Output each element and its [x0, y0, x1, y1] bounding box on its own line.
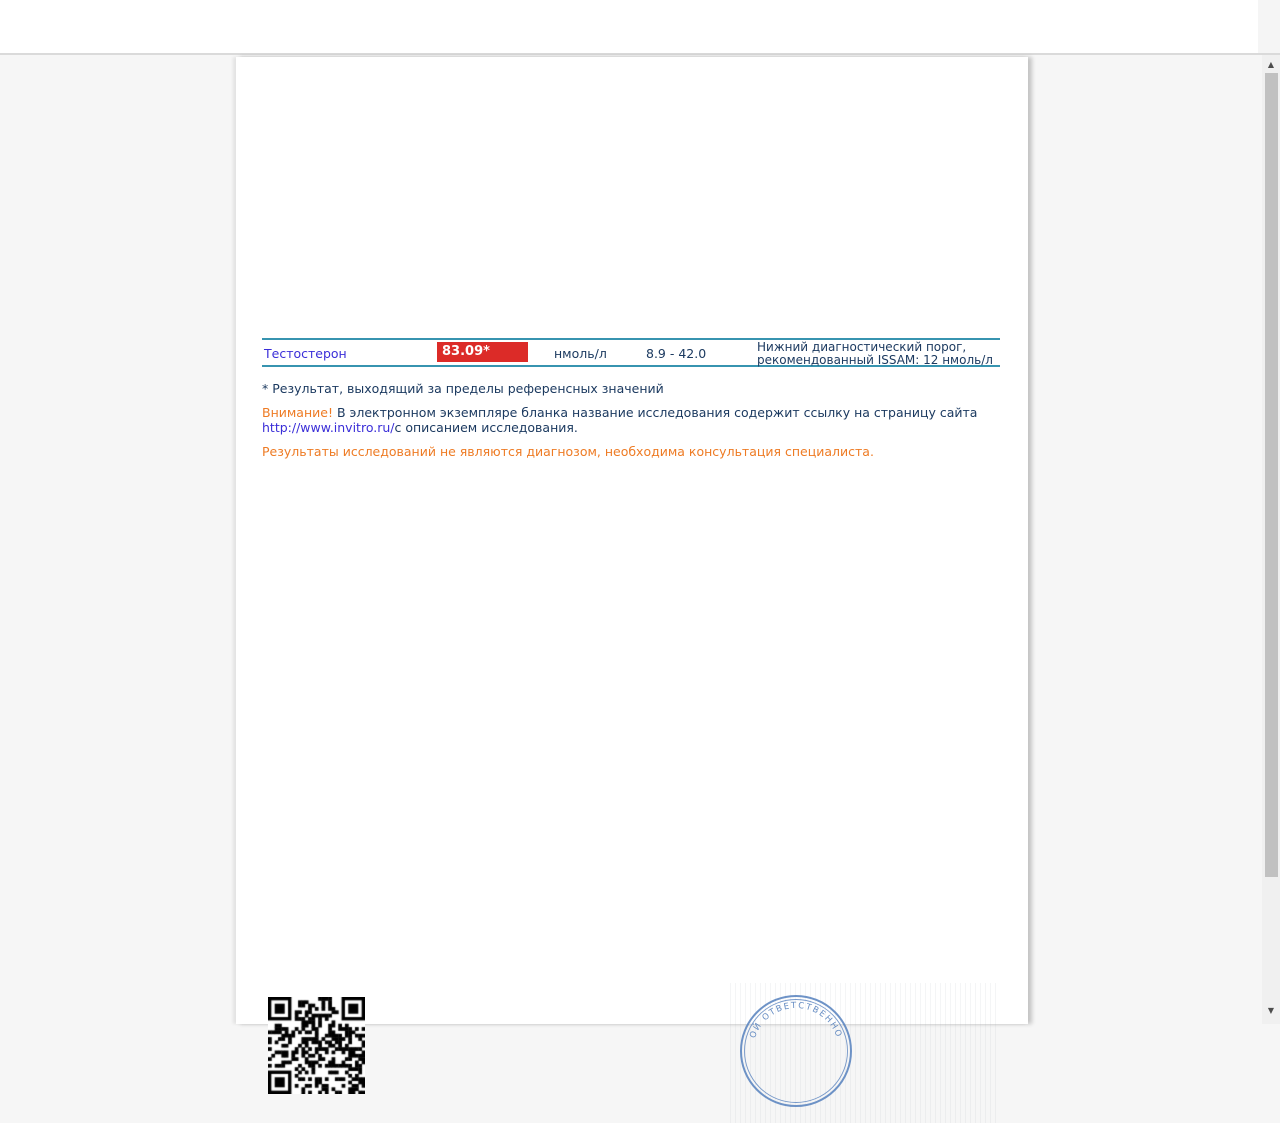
- result-comment-line1: Нижний диагностический порог,: [757, 340, 967, 354]
- attention-line1: [262, 406, 977, 421]
- document-page: [236, 57, 1028, 1040]
- attention-label: Внимание!: [262, 405, 333, 420]
- attention-paragraph: [262, 406, 977, 435]
- scroll-down-icon[interactable]: ▼: [1267, 1006, 1275, 1015]
- test-name-link[interactable]: Тестостерон: [264, 346, 347, 361]
- result-units: нмоль/л: [554, 346, 607, 361]
- result-comment-line2: рекомендованный ISSAM: 12 нмоль/л: [757, 352, 993, 367]
- reference-range: 8.9 - 42.0: [646, 346, 707, 361]
- top-bar: [0, 0, 1280, 53]
- result-table-row: [262, 338, 1000, 367]
- disclaimer-text: Результаты исследований не являются диагнозом, необходима консультация специалиста.: [262, 444, 874, 459]
- out-of-range-footnote: * Результат, выходящий за пределы референсных значений: [262, 381, 664, 396]
- stamp-scan-area: [730, 983, 1000, 1123]
- scroll-up-icon[interactable]: ▲: [1267, 60, 1275, 69]
- attention-after-link: с описанием исследования.: [394, 419, 578, 435]
- result-value-badge: 83.09*: [437, 342, 528, 362]
- invitro-link[interactable]: http://www.invitro.ru/: [262, 419, 395, 435]
- vertical-scrollbar[interactable]: [1262, 55, 1280, 1024]
- scrollbar-thumb[interactable]: [1265, 73, 1278, 877]
- stamp-arc-text: ОЙ ОТВЕТСТВЕННО: [748, 1000, 844, 1040]
- attention-text: В электронном экземпляре бланка название исследования содержит ссылку на страницу сайта: [336, 405, 978, 420]
- qr-code: [268, 997, 365, 1094]
- round-stamp: [730, 983, 1000, 1123]
- top-bar-corner: [1258, 0, 1280, 53]
- result-comment: [757, 341, 1000, 366]
- divider: [0, 53, 1280, 55]
- attention-line2: [262, 421, 977, 436]
